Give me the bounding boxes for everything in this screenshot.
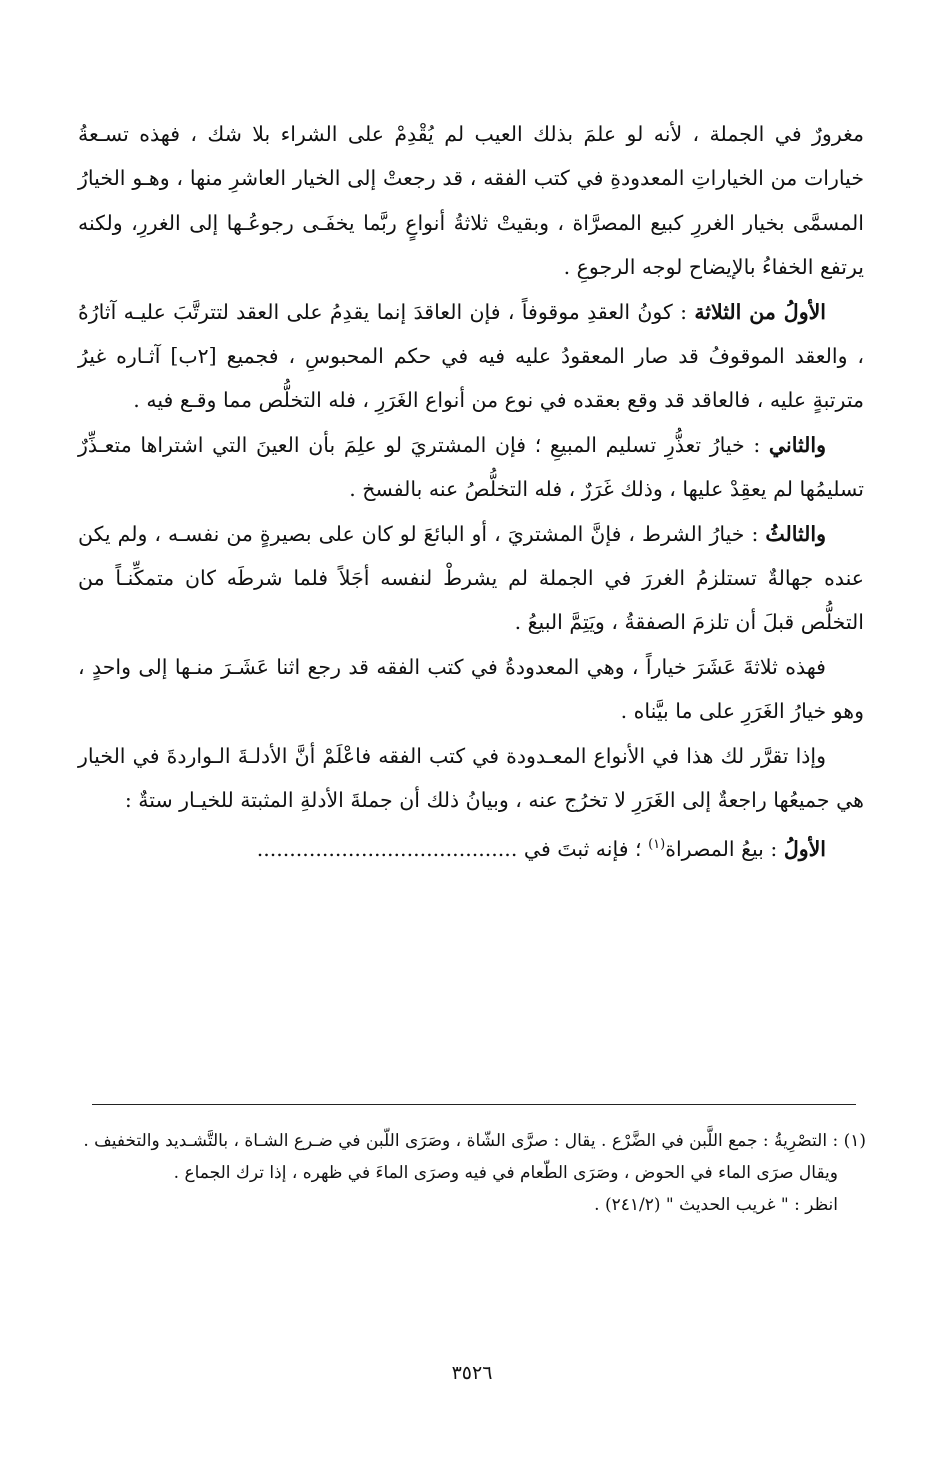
paragraph-text: مغرورٌ في الجملة ، لأنه لو علمَ بذلك العيب لم يُقْدِمْ على الشراء بلا شك ، فهذه تسـعةُ خيارات من الخياراتِ المعدودةِ في كتب الفقه ، قد رجعتْ إلى الخيار العاشرِ منها ، وهـو الخيارُ المسمَّى بخيار الغررِ كبيع المصرَّاة ، وبقيتْ ثلاثةُ أنواعٍ ربَّما يخفَـى رجوعُـها إلى الغررِ، ولكنه يرتفع الخفاءُ بالإيضاح لوجه الرجوعِ . xyxy=(78,122,864,280)
paragraph-6 xyxy=(78,734,864,823)
footnote-1: (١) : التصْرِيةُ : جمع اللَّبن في الضَّرْع . يقال : صرَّى الشّاة ، وصَرَى اللّبن في ضـرع الشـاة ، بالتَّشـديد والتخفيف . xyxy=(83,1131,866,1151)
footnote-1-reference: انظر : " غريب الحديث " (٢٤١/٢) . xyxy=(594,1195,838,1215)
paragraph-lead: والثالثُ xyxy=(765,521,826,546)
footnote-1-continuation: ويقال صرَى الماء في الحوض ، وصَرَى الطّعام في فيه وصرَى الماءَ في ظهره ، إذا ترك الجماع . xyxy=(173,1163,838,1183)
footnote-separator xyxy=(92,1104,856,1105)
continuation-dots: ........................................ xyxy=(256,836,518,861)
paragraph-lead: والثاني xyxy=(768,432,826,457)
paragraph-7 xyxy=(78,823,864,871)
paragraph-3 xyxy=(78,423,864,512)
paragraph-lead: الأولُ xyxy=(783,836,826,861)
paragraph-2 xyxy=(78,290,864,423)
paragraph-lead: الأولُ من الثلاثة xyxy=(694,299,826,324)
paragraph-text: : خيارُ الشرط ، فإنَّ المشتريَ ، أو البائعَ لو كان على بصيرةٍ من نفسـه ، ولم يكن عنده جهالةٌ تستلزمُ الغررَ في الجملة لم يشرطْ لنفسه أجَلاً فلما شرطَه كان متمكِّنـاً من التخلُّص قبلَ أن تلزمَ الصفقةُ ، ويَتِمَّ البيعُ . xyxy=(78,521,864,635)
paragraph-4 xyxy=(78,512,864,645)
paragraph-text: وإذا تقرَّر لك هذا في الأنواع المعـدودة في كتب الفقه فاعْلَمْ أنَّ الأدلـةَ الـواردةَ في الخيار هي جميعُها راجعةٌ إلى الغَرَرِ لا تخرُج عنه ، وبيانُ ذلك أن جملةَ الأدلةِ المثبتة للخيـار ستةٌ : xyxy=(78,743,864,813)
paragraph-text: : كونُ العقدِ موقوفاً ، فإن العاقدَ إنما يقدِمُ على العقد لتترتَّبَ عليـه آثارُهُ ، والعقد الموقوفُ قد صار المعقودُ عليه فيه في حكم المحبوسِ ، فجميع [٢ب] آثـاره غيرُ مترتبةٍ عليه ، فالعاقد قد وقع بعقده في نوع من أنواع الغَرَرِ ، فله التخلُّص مما وقـع فيه . xyxy=(78,299,865,413)
page-number: ٣٥٢٦ xyxy=(451,1362,493,1384)
main-text xyxy=(78,112,864,871)
paragraph-5 xyxy=(78,645,864,734)
footnote-reference: (١) xyxy=(648,836,666,852)
footnotes xyxy=(78,1125,866,1221)
paragraph-text: : بيعُ المصراة xyxy=(665,836,784,861)
paragraph-text: : خيارُ تعذُّرِ تسليم المبيعِ ؛ فإن المشتريَ لو علِمَ بأن العينَ التي اشتراها متعـذِّرٌ تسليمُها لم يعقِدْ عليها ، وذلك غَرَرٌ ، فله التخلُّصُ عنه بالفسخ . xyxy=(78,432,864,502)
paragraph-text: فهذه ثلاثةَ عَشَرَ خياراً ، وهي المعدودةُ في كتب الفقه قد رجع اثنا عَشَـرَ منـها إلى واحدٍ ، وهو خيارُ الغَرَرِ على ما بيَّناه . xyxy=(78,654,864,724)
paragraph-text-continued: ؛ فإنه ثبتَ في xyxy=(517,836,649,861)
paragraph-1 xyxy=(78,112,864,290)
